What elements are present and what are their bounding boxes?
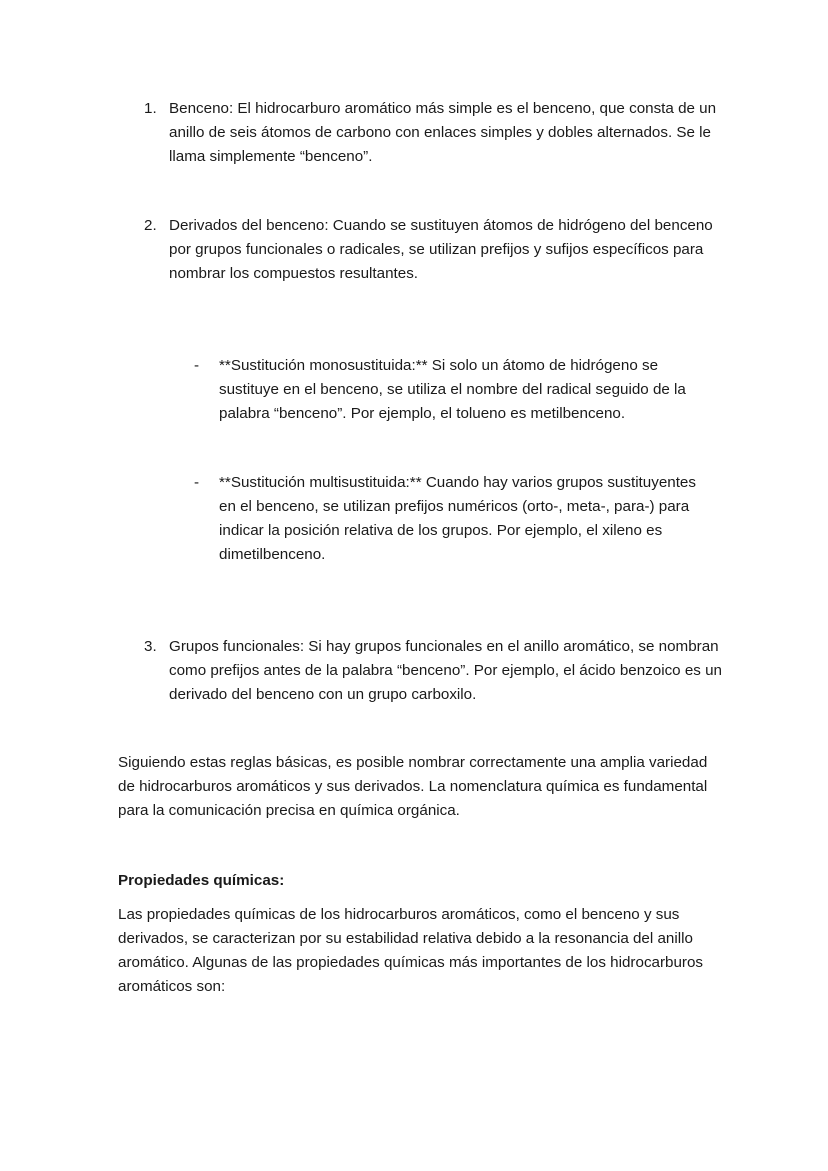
summary-paragraph: Siguiendo estas reglas básicas, es posible nombrar correctamente una amplia variedad de hidrocarburos aromáticos y sus derivados. La nomenclatura química es fundamental para la comunicación precisa en química orgánica. (118, 754, 708, 819)
item-text: Benceno: El hidrocarburo aromático más simple es el benceno, que consta de un anillo de seis átomos de carbono con enlaces simples y dobles alternados. Se le llama simplemente “benceno”. (169, 100, 717, 165)
item-number: 1. (144, 100, 157, 117)
item-number: 2. (144, 217, 157, 234)
numbered-item-benceno (144, 97, 724, 169)
numbered-item-grupos-funcionales (144, 635, 724, 707)
section-body-paragraph: Las propiedades químicas de los hidrocarburos aromáticos, como el benceno y sus derivados, se caracterizan por su estabilidad relativa debido a la resonancia del anillo aromático. Algunas de las propiedades químicas más importantes de los hidrocarburos aromáticos son: (118, 906, 704, 995)
item-number: 3. (144, 638, 157, 655)
item-text: Derivados del benceno: Cuando se sustituyen átomos de hidrógeno del benceno por grupos funcionales o radicales, se utilizan prefijos y sufijos específicos para nombrar los compuestos resultantes. (169, 217, 713, 282)
bullet-marker: - (194, 357, 200, 374)
bullet-text: **Sustitución multisustituida:** Cuando hay varios grupos sustituyentes en el benceno, se utilizan prefijos numéricos (orto-, meta-, para-) para indicar la posición relativa de los grupos. Por ejemplo, el xileno es dimetilbenceno. (219, 474, 696, 563)
numbered-item-derivados (144, 214, 724, 286)
bullet-item-monosustituida (194, 354, 714, 426)
item-text: Grupos funcionales: Si hay grupos funcionales en el anillo aromático, se nombran como prefijos antes de la palabra “benceno”. Por ejemplo, el ácido benzoico es un derivado del benceno con un grupo carboxilo. (169, 638, 722, 703)
section-heading: Propiedades químicas: (118, 872, 285, 889)
bullet-marker: - (194, 474, 200, 491)
bullet-item-multisustituida (194, 471, 714, 567)
bullet-text: **Sustitución monosustituida:** Si solo un átomo de hidrógeno se sustituye en el benceno, se utiliza el nombre del radical seguido de la palabra “benceno”. Por ejemplo, el tolueno es metilbenceno. (219, 357, 686, 422)
